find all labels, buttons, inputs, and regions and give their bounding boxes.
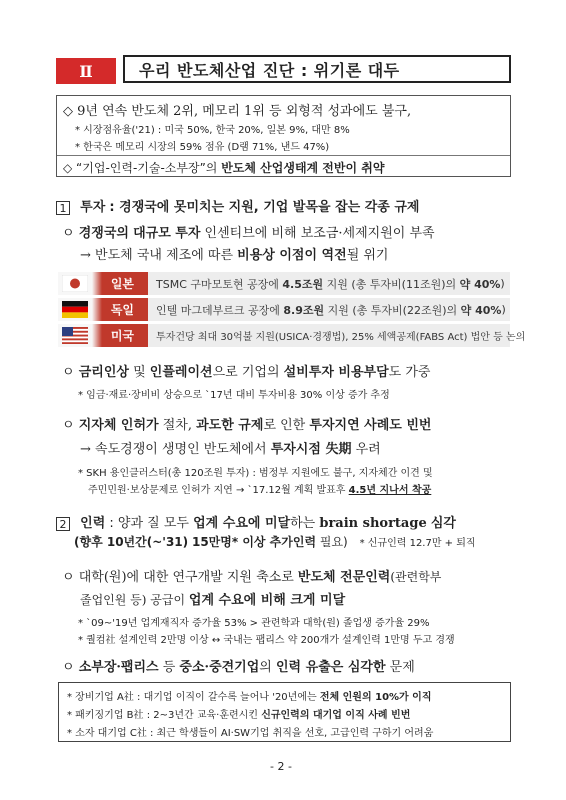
bullet-circle-icon: ㅇ	[62, 418, 75, 433]
item1-b: 대규모 투자	[133, 226, 201, 241]
s2-item2-b: 등	[162, 660, 176, 675]
s2-item1-d: 졸업인원 등) 공급이	[80, 593, 186, 607]
bullet-circle-icon: ㅇ	[62, 660, 75, 675]
summary-line-4-prefix: ◇ “기업-인력-기술-소부장”의	[63, 161, 218, 175]
item2-c: 인플레이션	[149, 365, 213, 380]
country-text-usa	[156, 324, 525, 347]
s2-item2-e: 인력 유출은 심각한	[276, 660, 386, 675]
section2-heading-a: 인력	[80, 516, 106, 531]
s2-item1-b: 반도체 전문인력	[297, 570, 391, 585]
summary-line-3: * 한국은 메모리 시장의 59% 점유 (D램 71%, 낸드 47%)	[75, 142, 330, 153]
section2-heading	[56, 512, 456, 531]
item3-c: 과도한 규제	[196, 418, 264, 433]
section-roman-number: Ⅱ	[56, 58, 116, 84]
item1-e: 비용상 이점이 역전	[237, 248, 347, 263]
germany-text-e: )	[501, 303, 506, 316]
item3-note2-bold: 4.5년 지나서 착공	[348, 485, 432, 496]
item2-e: 설비투자 비용부담	[283, 365, 389, 380]
section2-h2-note: * 신규인력 12.7만 + 퇴직	[359, 538, 476, 549]
germany-text-b: 8.9조원	[283, 303, 325, 317]
summary-line-1: ◇ 9년 연속 반도체 2위, 메모리 1위 등 외형적 성과에도 불구,	[63, 104, 412, 119]
item2-a: 금리인상	[78, 365, 129, 380]
item1-f: 될 위기	[346, 248, 389, 263]
section2-item1-note1: * `09~'19년 업계재직자 증가율 53% > 관련학과 대학(원) 졸업생 증가율 29%	[78, 618, 430, 629]
section2-heading-e: brain shortage	[319, 516, 427, 531]
section1-heading-title: 투자	[80, 200, 106, 215]
germany-flag-icon	[62, 301, 88, 318]
bullet-circle-icon: ㅇ	[62, 226, 75, 241]
bullet-circle-icon: ㅇ	[62, 365, 75, 380]
section1-number: 1	[56, 201, 70, 215]
section1-item1-line2	[80, 244, 389, 263]
section1-item3-line2	[80, 438, 381, 457]
summary-line-4-bold: 반도체 산업생태계 전반이 취약	[221, 161, 385, 175]
section1-item2	[62, 361, 430, 380]
note-1-prefix: * 장비기업 A社 : 대기업 이직이 갈수록 늘어나 '20년에는	[67, 692, 317, 703]
item3-note2-text: 주민민원·보상문제로 인허가 지연 → `17.12월 계획 발표후	[88, 485, 346, 496]
note-2-bold: 신규인력의 대기업 이직 사례 빈번	[261, 710, 411, 721]
section1-item3-note1: * SKH 용인클러스터(총 120조원 투자) : 범정부 지원에도 불구, 지자체간 이견 및	[78, 468, 433, 479]
item2-b: 및	[133, 365, 146, 380]
section2-h2-b: 15만명	[191, 535, 232, 549]
section2-heading-d: 하는	[290, 516, 316, 531]
country-row-usa	[58, 324, 526, 347]
item2-d: 으로 기업의	[212, 365, 280, 380]
item3-f: → 속도경쟁이 생명인 반도체에서	[80, 442, 267, 457]
germany-text-a: 인텔 마그데부르크 공장에	[156, 303, 280, 317]
section2-h2-d: 필요)	[319, 535, 348, 549]
section2-h2-a: (향후 10년간(~'31)	[74, 535, 189, 549]
page-number: - 2 -	[270, 760, 292, 773]
section2-heading-c: 업계 수요에 미달	[193, 516, 291, 531]
section1-heading	[56, 196, 419, 215]
country-label-germany	[58, 298, 148, 321]
page-title: 우리 반도체산업 진단 : 위기론 대두	[123, 55, 511, 83]
country-label-japan	[58, 272, 148, 295]
item1-a: 경쟁국의	[78, 226, 129, 241]
germany-text-c: 지원 (총 투자비(22조원)의	[327, 303, 458, 317]
section2-heading-line2	[74, 533, 476, 550]
note-3-prefix: * 소자 대기업 C社 : 최근 학생들이 AI·SW기업 취직을 선호, 고급인력 구하기 어려움	[67, 728, 434, 739]
s2-item2-a: 소부장·팹리스	[78, 660, 159, 675]
country-name-germany: 독일	[110, 303, 134, 317]
section2-item2	[62, 656, 415, 675]
bullet-circle-icon: ㅇ	[62, 570, 75, 585]
country-label-usa	[58, 324, 148, 347]
section2-h2-c: * 이상 추가인력	[231, 535, 317, 549]
country-text-japan	[156, 272, 505, 295]
summary-line-4	[63, 159, 384, 176]
section2-number: 2	[56, 517, 70, 531]
japan-text-b: 4.5조원	[282, 277, 324, 291]
section2-item1-line1	[62, 566, 441, 585]
s2-item1-c: (관련학부	[390, 570, 442, 584]
section2-item1-note2: * 퀄컴社 설계인력 2만명 이상 ↔ 국내는 팹리스 약 200개가 설계인력 1만명 두고 경쟁	[78, 635, 455, 646]
usa-text-a: 투자건당 최대 30억불 지원(USICA·경쟁법), 25% 세액공제(FABS Act) 법안 등 논의	[156, 332, 526, 343]
note-line-3	[67, 724, 433, 739]
item3-a: 지자체 인허가	[78, 418, 159, 433]
usa-flag-icon	[62, 327, 88, 344]
item3-e: 투자지연 사례도 빈번	[309, 418, 432, 433]
note-line-1	[67, 688, 432, 703]
summary-top-panel	[57, 96, 510, 156]
japan-text-c: 지원 (총 투자비(11조원)의	[326, 277, 457, 291]
japan-text-e: )	[500, 277, 505, 290]
section2-heading-f: 심각	[430, 516, 456, 531]
summary-line-2: * 시장점유율('21) : 미국 50%, 한국 20%, 일본 9%, 대만 8%	[75, 125, 350, 136]
germany-text-d: 약 40%	[460, 303, 502, 317]
item1-d: → 반도체 국내 제조에 따른	[80, 248, 234, 263]
item2-f: 도 가중	[388, 365, 431, 380]
country-row-germany	[58, 298, 510, 321]
item3-b: 절차,	[162, 418, 192, 433]
country-name-japan: 일본	[110, 277, 134, 291]
s2-item2-f: 문제	[389, 660, 415, 675]
note-2-prefix: * 패키징기업 B社 : 2~3년간 교육·훈련시킨	[67, 710, 258, 721]
country-name-usa: 미국	[110, 329, 134, 343]
section1-item3-line1	[62, 414, 431, 433]
country-text-germany	[156, 298, 506, 321]
country-row-japan	[58, 272, 510, 295]
japan-flag-icon	[62, 275, 88, 292]
japan-text-a: TSMC 구마모토현 공장에	[156, 277, 279, 291]
talent-outflow-note-box	[58, 682, 511, 742]
summary-box	[56, 95, 511, 177]
section1-item3-note2	[88, 481, 431, 496]
item3-d: 로 인한	[263, 418, 306, 433]
item3-g: 투자시점 失期	[270, 442, 352, 457]
s2-item1-e: 업계 수요에 비해 크게 미달	[188, 593, 346, 608]
section2-item1-line2	[80, 589, 345, 608]
japan-text-d: 약 40%	[459, 277, 501, 291]
s2-item1-a: 대학(원)에 대한 연구개발 지원 축소로	[78, 570, 294, 585]
section1-item2-note: * 임금·재료·장비비 상승으로 `17년 대비 투자비용 30% 이상 증가 추정	[78, 390, 390, 401]
item1-c: 인센티브에 비해 보조금·세제지원이 부족	[204, 226, 435, 241]
note-line-2	[67, 706, 410, 721]
section1-item1-line1	[62, 222, 435, 241]
section2-heading-b: : 양과 질 모두	[109, 516, 189, 531]
s2-item2-c: 중소·중견기업	[179, 660, 260, 675]
s2-item2-d: 의	[259, 660, 272, 675]
section1-heading-desc: : 경쟁국에 못미치는 지원, 기업 발목을 잡는 각종 규제	[109, 200, 420, 215]
item3-h: 우려	[355, 442, 381, 457]
note-1-bold: 전체 인원의 10%가 이직	[319, 692, 432, 703]
